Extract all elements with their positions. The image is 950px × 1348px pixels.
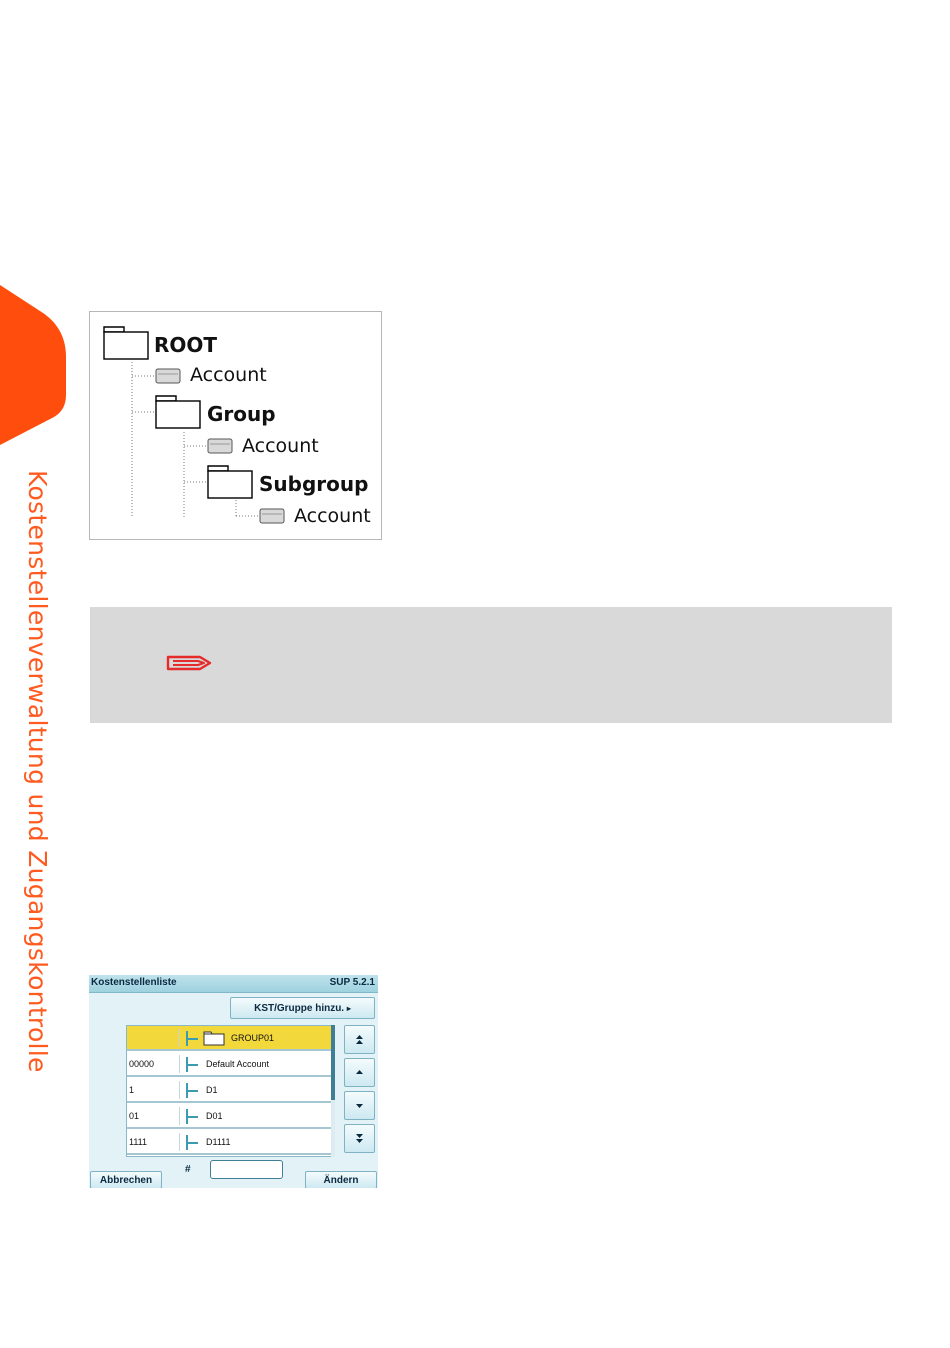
folder-icon [203,1030,225,1046]
row-code: 00000 [129,1059,155,1069]
list-item[interactable] [127,1052,332,1077]
change-button[interactable]: Ändern [305,1171,377,1188]
list-item[interactable] [127,1078,332,1103]
list-item[interactable] [127,1104,332,1129]
row-name: D01 [206,1111,223,1121]
tree-node-account: Account [190,364,267,386]
row-name: D1 [206,1085,218,1095]
list-item[interactable] [127,1130,332,1155]
row-name: GROUP01 [231,1033,275,1043]
account-number-input[interactable] [210,1160,283,1179]
screen-header [89,975,378,993]
tree-node-account: Account [294,505,371,527]
cancel-button[interactable]: Abbrechen [90,1171,162,1188]
column-separator [179,1081,180,1099]
add-button-label: KST/Gruppe hinzu. [254,1003,345,1014]
chevron-down-icon [353,1099,366,1112]
column-separator [179,1107,180,1125]
column-separator [179,1133,180,1151]
scroll-top-button[interactable] [344,1025,375,1054]
number-label: # [185,1164,191,1175]
scroll-up-button[interactable] [344,1058,375,1087]
double-chevron-down-icon [353,1132,366,1145]
add-account-group-button[interactable] [230,997,375,1019]
scroll-down-button[interactable] [344,1091,375,1120]
device-screen-cost-center-list [89,975,378,1188]
cost-center-list [126,1025,335,1157]
scrollbar-thumb[interactable] [331,1025,335,1100]
double-chevron-up-icon [353,1033,366,1046]
tree-node-subgroup: Subgroup [259,472,369,496]
scroll-bottom-button[interactable] [344,1124,375,1153]
tree-node-group: Group [207,402,276,426]
arrow-right-icon: ▸ [346,1004,351,1013]
list-scrollbar[interactable] [331,1025,335,1157]
row-code: 1 [129,1085,135,1095]
row-name: Default Account [206,1059,270,1069]
paperclip-icon [164,652,214,674]
column-separator [179,1029,180,1047]
account-tree-diagram [89,311,382,540]
row-code: 01 [129,1111,140,1121]
row-code: 1111 [129,1137,148,1147]
screen-title: Kostenstellenliste [91,977,177,988]
chevron-up-icon [353,1066,366,1079]
tree-node-root: ROOT [154,333,218,357]
column-separator [179,1055,180,1073]
list-item[interactable] [127,1026,332,1051]
chapter-tab-marker [0,285,66,445]
note-box [90,607,892,723]
row-name: D1111 [206,1137,231,1147]
screen-version: SUP 5.2.1 [329,977,375,988]
tree-node-account: Account [242,435,319,457]
